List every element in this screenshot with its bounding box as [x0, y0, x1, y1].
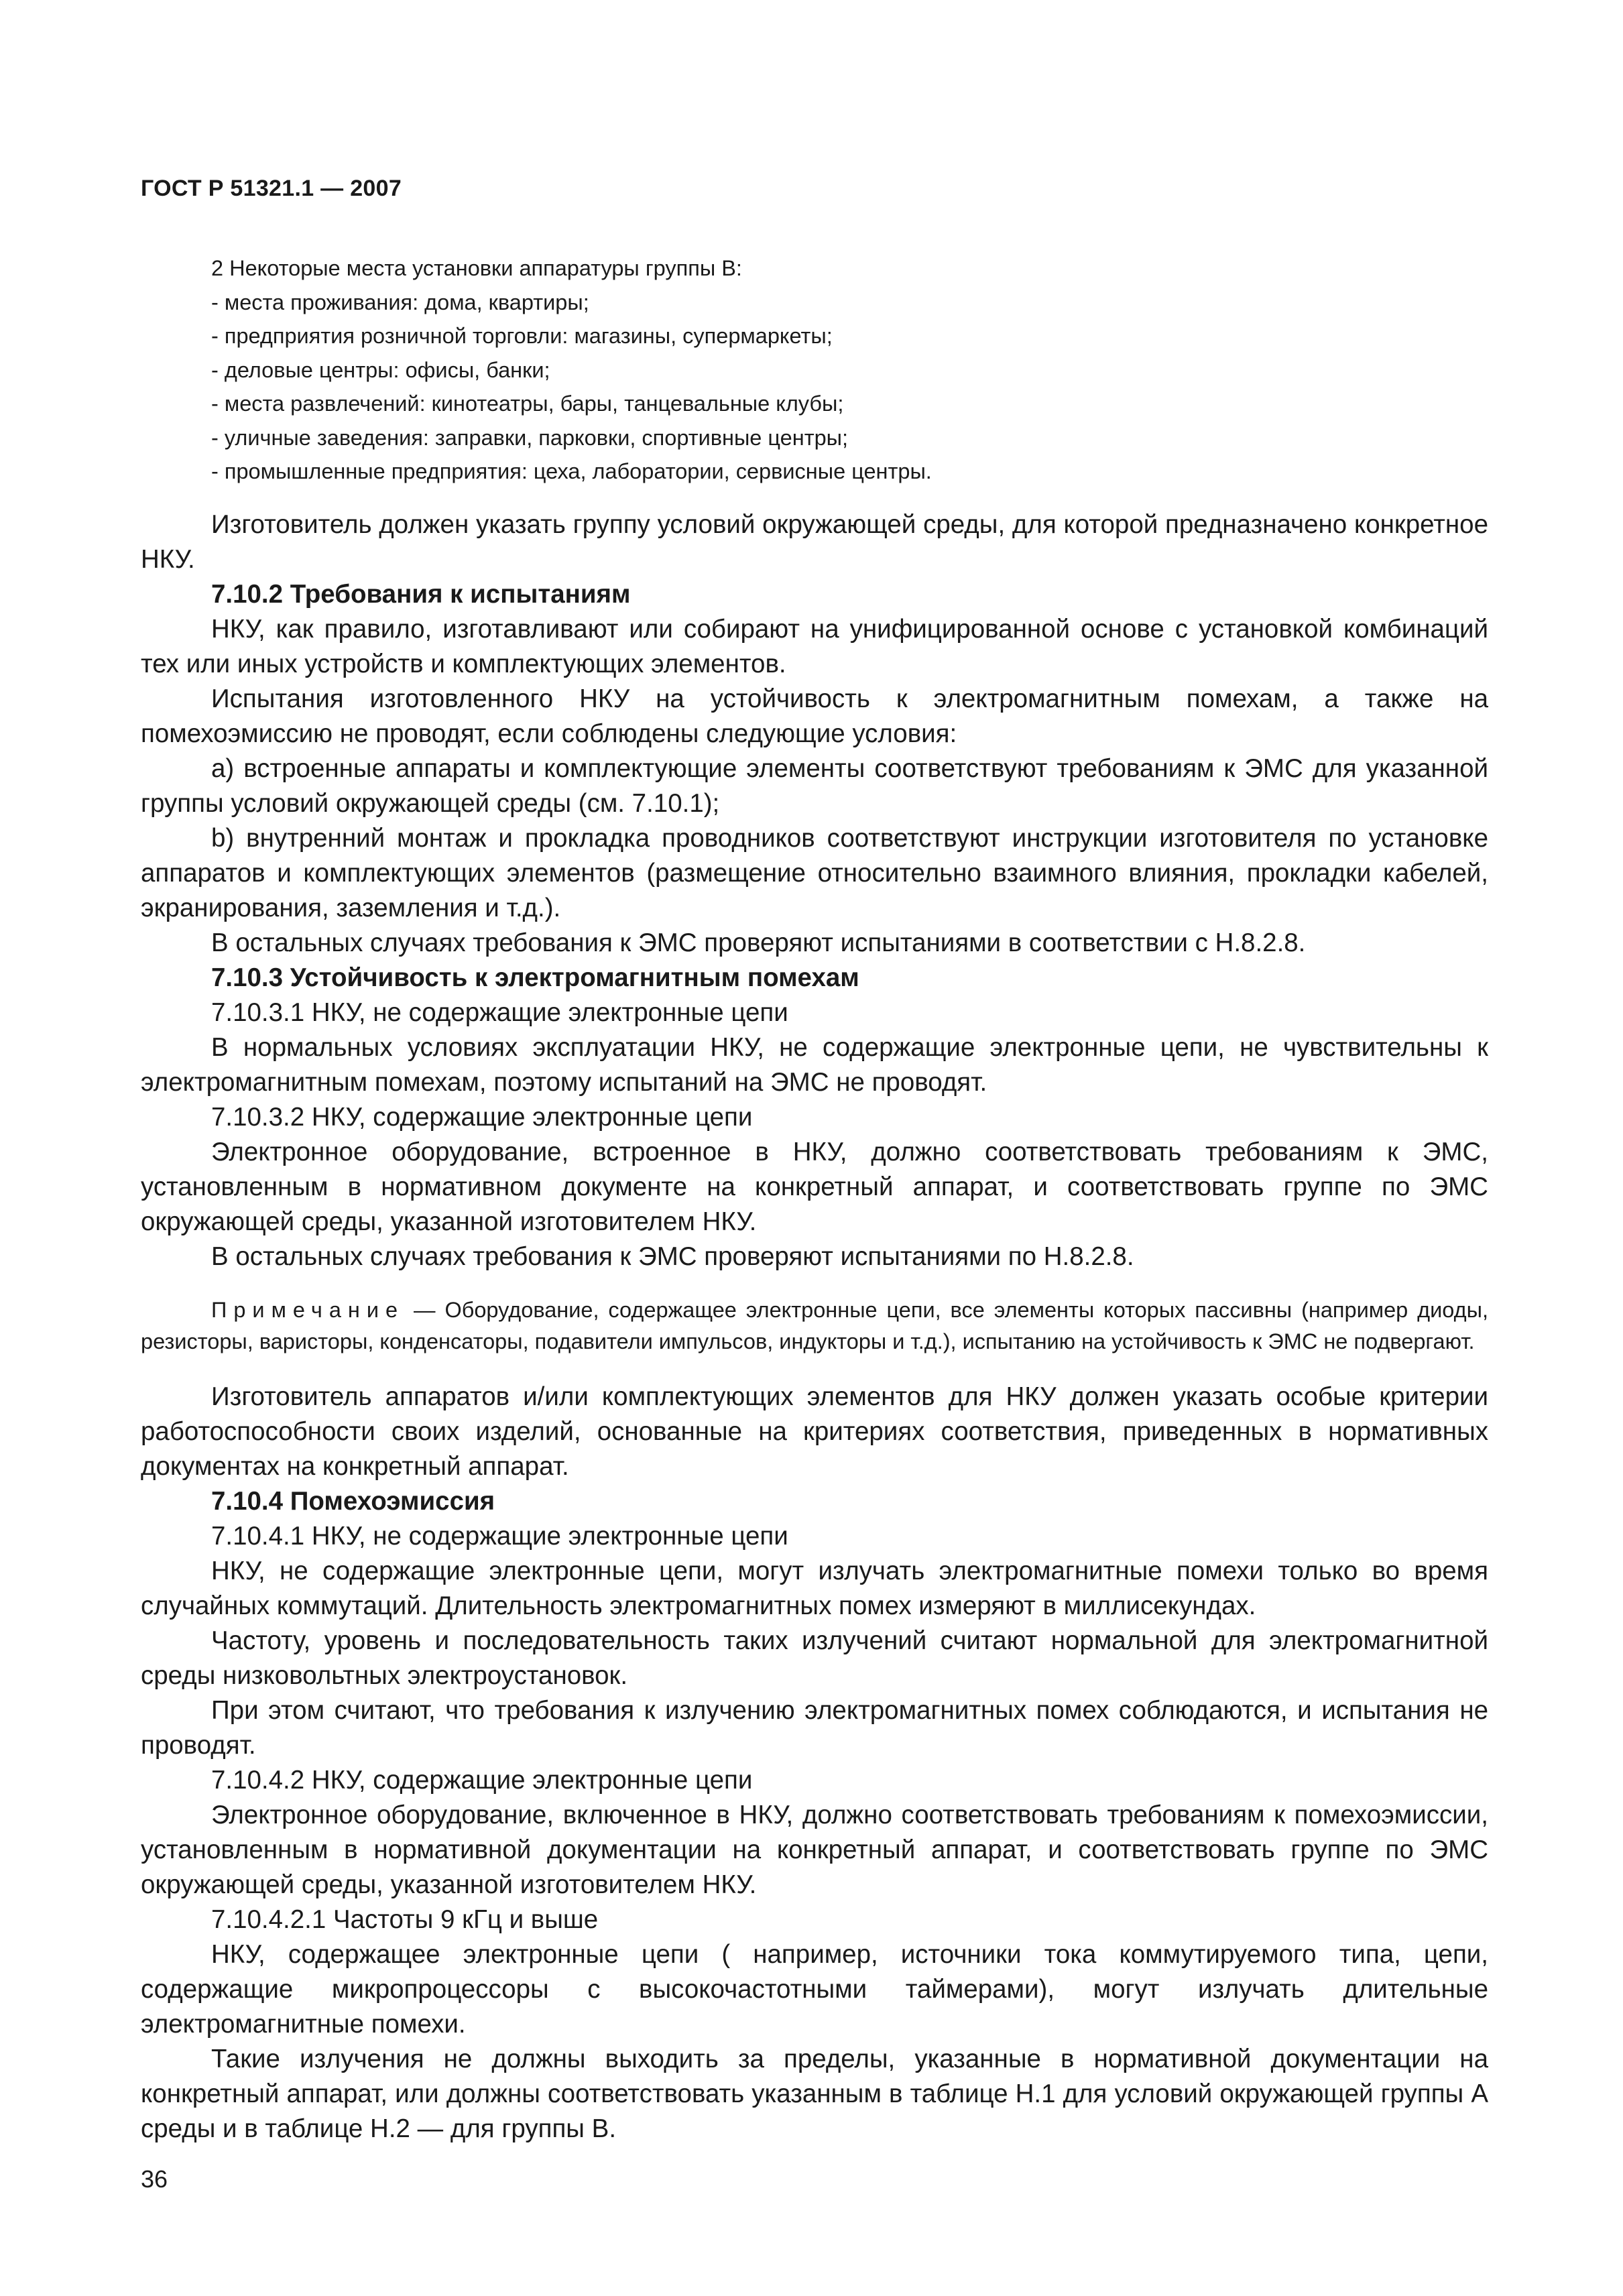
subsection-title: 7.10.3.1 НКУ, не содержащие электронные цепи	[211, 998, 788, 1027]
note-text: — Оборудование, содержащее электронные цепи, все элементы которых пассивны (например диоды, резисторы, варисторы, конденсаторы, подавители импульсов, индукторы и т.д.), испытанию на устойчивость к ЭМС не подвергают.	[141, 1297, 1488, 1353]
section-heading-7-10-3: 7.10.3 Устойчивость к электромагнитным помехам	[211, 963, 859, 992]
page-number: 36	[141, 2165, 168, 2193]
list-item: - предприятия розничной торговли: магазины, супермаркеты;	[211, 324, 833, 348]
paragraph: В остальных случаях требования к ЭМС проверяют испытаниями по Н.8.2.8.	[211, 1242, 1134, 1271]
subsection-title: 7.10.4.2 НКУ, содержащие электронные цепи	[211, 1765, 753, 1795]
paragraph: В остальных случаях требования к ЭМС проверяют испытаниями в соответствии с Н.8.2.8.	[211, 928, 1306, 957]
condition-a: a) встроенные аппараты и комплектующие элементы соответствуют требованиям к ЭМС для указанной группы условий окружающей среды (см. 7.10.1);	[141, 753, 1488, 818]
paragraph: Такие излучения не должны выходить за пределы, указанные в нормативной документации на конкретный аппарат, или должны соответствовать указанным в таблице Н.1 для условий окружающей группы А среды и в таблице Н.2 — для группы В.	[141, 2044, 1488, 2143]
paragraph: НКУ, содержащее электронные цепи ( например, источники тока коммутируемого типа, цепи, содержащие микропроцессоры с высокочастотными таймерами), могут излучать длительные электромагнитные помехи.	[141, 1939, 1488, 2039]
note-list-intro: 2 Некоторые места установки аппаратуры группы В:	[211, 256, 742, 280]
list-item: - промышленные предприятия: цеха, лаборатории, сервисные центры.	[211, 459, 932, 483]
section-heading-7-10-4: 7.10.4 Помехоэмиссия	[211, 1486, 495, 1516]
page-content	[141, 251, 1488, 2147]
list-item: - места проживания: дома, квартиры;	[211, 290, 589, 314]
paragraph: Частоту, уровень и последовательность таких излучений считают нормальной для электромагнитной среды низковольтных электроустановок.	[141, 1626, 1488, 1690]
paragraph: Электронное оборудование, встроенное в НКУ, должно соответствовать требованиям к ЭМС, установленным в нормативном документе на конкретный аппарат, и соответствовать группе по ЭМС окружающей среды, указанной изготовителем НКУ.	[141, 1137, 1488, 1236]
paragraph: Изготовитель должен указать группу условий окружающей среды, для которой предназначено конкретное НКУ.	[141, 509, 1488, 574]
paragraph: Испытания изготовленного НКУ на устойчивость к электромагнитным помехам, а также на помехоэмиссию не проводят, если соблюдены следующие условия:	[141, 684, 1488, 748]
paragraph: НКУ, как правило, изготавливают или собирают на унифицированной основе с установкой комбинаций тех или иных устройств и комплектующих элементов.	[141, 614, 1488, 678]
paragraph: Электронное оборудование, включенное в НКУ, должно соответствовать требованиям к помехоэмиссии, установленным в нормативной документации на конкретный аппарат, и соответствовать группе по ЭМС окружающей среды, указанной изготовителем НКУ.	[141, 1800, 1488, 1899]
subsection-title: 7.10.4.1 НКУ, не содержащие электронные цепи	[211, 1521, 788, 1551]
paragraph: Изготовитель аппаратов и/или комплектующих элементов для НКУ должен указать особые критерии работоспособности своих изделий, основанные на критериях соответствия, приведенных в нормативных документах на конкретный аппарат.	[141, 1382, 1488, 1481]
subsection-title: 7.10.3.2 НКУ, содержащие электронные цепи	[211, 1102, 753, 1132]
list-item: - деловые центры: офисы, банки;	[211, 357, 550, 382]
note-list	[141, 251, 1488, 489]
section-heading-7-10-2: 7.10.2 Требования к испытаниям	[211, 579, 631, 609]
paragraph: НКУ, не содержащие электронные цепи, могут излучать электромагнитные помехи только во время случайных коммутаций. Длительность электромагнитных помех измеряют в миллисекундах.	[141, 1556, 1488, 1620]
list-item: - уличные заведения: заправки, парковки, спортивные центры;	[211, 425, 849, 450]
paragraph: При этом считают, что требования к излучению электромагнитных помех соблюдаются, и испытания не проводят.	[141, 1695, 1488, 1760]
note-block	[141, 1294, 1488, 1358]
list-item: - места развлечений: кинотеатры, бары, танцевальные клубы;	[211, 391, 844, 416]
document-code: ГОСТ Р 51321.1 — 2007	[141, 176, 402, 201]
subsection-title: 7.10.4.2.1 Частоты 9 кГц и выше	[211, 1905, 599, 1934]
note-label: Примечание	[211, 1297, 405, 1322]
condition-b: b) внутренний монтаж и прокладка проводников соответствуют инструкции изготовителя по установке аппаратов и комплектующих элементов (размещение относительно взаимного влияния, прокладки кабелей, экранирования, заземления и т.д.).	[141, 823, 1488, 922]
paragraph: В нормальных условиях эксплуатации НКУ, не содержащие электронные цепи, не чувствительны к электромагнитным помехам, поэтому испытаний на ЭМС не проводят.	[141, 1032, 1488, 1097]
